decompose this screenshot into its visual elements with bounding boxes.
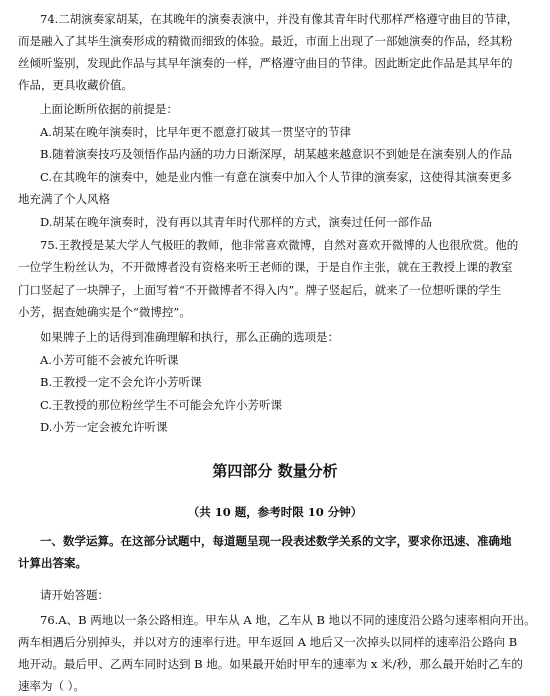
part4-subtitle: （共 10 题，参考时限 10 分钟）	[187, 505, 363, 519]
q75-stem-line-3: 门口竖起了一块牌子，上面写着“不开微博者不得入内”。牌子竖起后，就来了一位想听课的学生	[18, 283, 502, 297]
q74-option-d: D.胡某在晚年演奏时，没有再以其青年时代那样的方式，演奏过任何一部作品	[40, 215, 432, 229]
q74-stem-line-3: 丝倾听鉴别，发现此作品与其早年演奏的一样，严格遵守曲目的节律。因此断定此作品是其早年的	[18, 56, 513, 70]
part4-instructions-line-2: 计算出答案。	[18, 556, 87, 570]
part4-start-prompt: 请开始答题：	[40, 588, 109, 602]
q74-stem-line-1: 74.二胡演奏家胡某，在其晚年的演奏表演中，并没有像其青年时代那样严格遵守曲目的节律，	[40, 12, 519, 26]
q74-option-c-line-1: C.在其晚年的演奏中，她是业内惟一有意在演奏中加入个人节律的演奏家，这使得其演奏更多	[40, 170, 513, 184]
q74-question: 上面论断所依据的前提是：	[40, 102, 178, 116]
q75-option-d: D.小芳一定会被允许听课	[40, 420, 168, 434]
q76-stem-line-4: 速率为（ ）。	[18, 679, 85, 693]
q75-stem-line-4: 小芳，据查她确实是个“微博控”。	[18, 305, 191, 319]
q75-option-b: B.王教授一定不会允许小芳听课	[40, 375, 202, 389]
q74-option-c-line-2: 地充满了个人风格	[18, 192, 110, 206]
q75-stem-line-2: 一位学生粉丝认为，不开微博者没有资格来听王老师的课，于是自作主张，就在王教授上课的教室	[18, 260, 513, 274]
part4-instructions-line-1: 一、数学运算。在这部分试题中，每道题呈现一段表述数学关系的文字，要求你迅速、准确地	[40, 534, 512, 548]
q75-question: 如果牌子上的话得到准确理解和执行，那么正确的选项是：	[40, 330, 339, 344]
q76-stem-line-1: 76.A、B 两地以一条公路相连。甲车从 A 地，乙车从 B 地以不同的速度沿公路匀速率相向开出。	[40, 613, 536, 627]
q74-stem-line-2: 而是融入了其毕生演奏形成的精微而细致的体验。最近，市面上出现了一部她演奏的作品，经其粉	[18, 34, 513, 48]
q75-option-a: A.小芳可能不会被允许听课	[40, 353, 179, 367]
q74-option-b: B.随着演奏技巧及领悟作品内涵的功力日渐深厚，胡某越来越意识不到她是在演奏别人的作品	[40, 147, 513, 161]
q74-stem-line-4: 作品，更具收藏价值。	[18, 78, 133, 92]
q75-stem-line-1: 75.王教授是某大学人气极旺的教师，他非常喜欢微博，自然对喜欢开微博的人也很欣赏。他的	[40, 238, 519, 252]
q76-stem-line-3: 地开动。最后甲、乙两车同时达到 B 地。如果最开始时甲车的速率为 x 米/秒，那么最开始时乙车的	[18, 657, 523, 671]
q76-stem-line-2: 两车相遇后分别掉头，并以对方的速率行进。甲车返回 A 地后又一次掉头以同样的速率沿公路向 B	[18, 635, 518, 649]
q75-option-c: C.王教授的那位粉丝学生不可能会允许小芳听课	[40, 398, 283, 412]
part4-title: 第四部分 数量分析	[212, 462, 338, 480]
q74-option-a: A.胡某在晚年演奏时，比早年更不愿意打破其一贯坚守的节律	[40, 125, 351, 139]
